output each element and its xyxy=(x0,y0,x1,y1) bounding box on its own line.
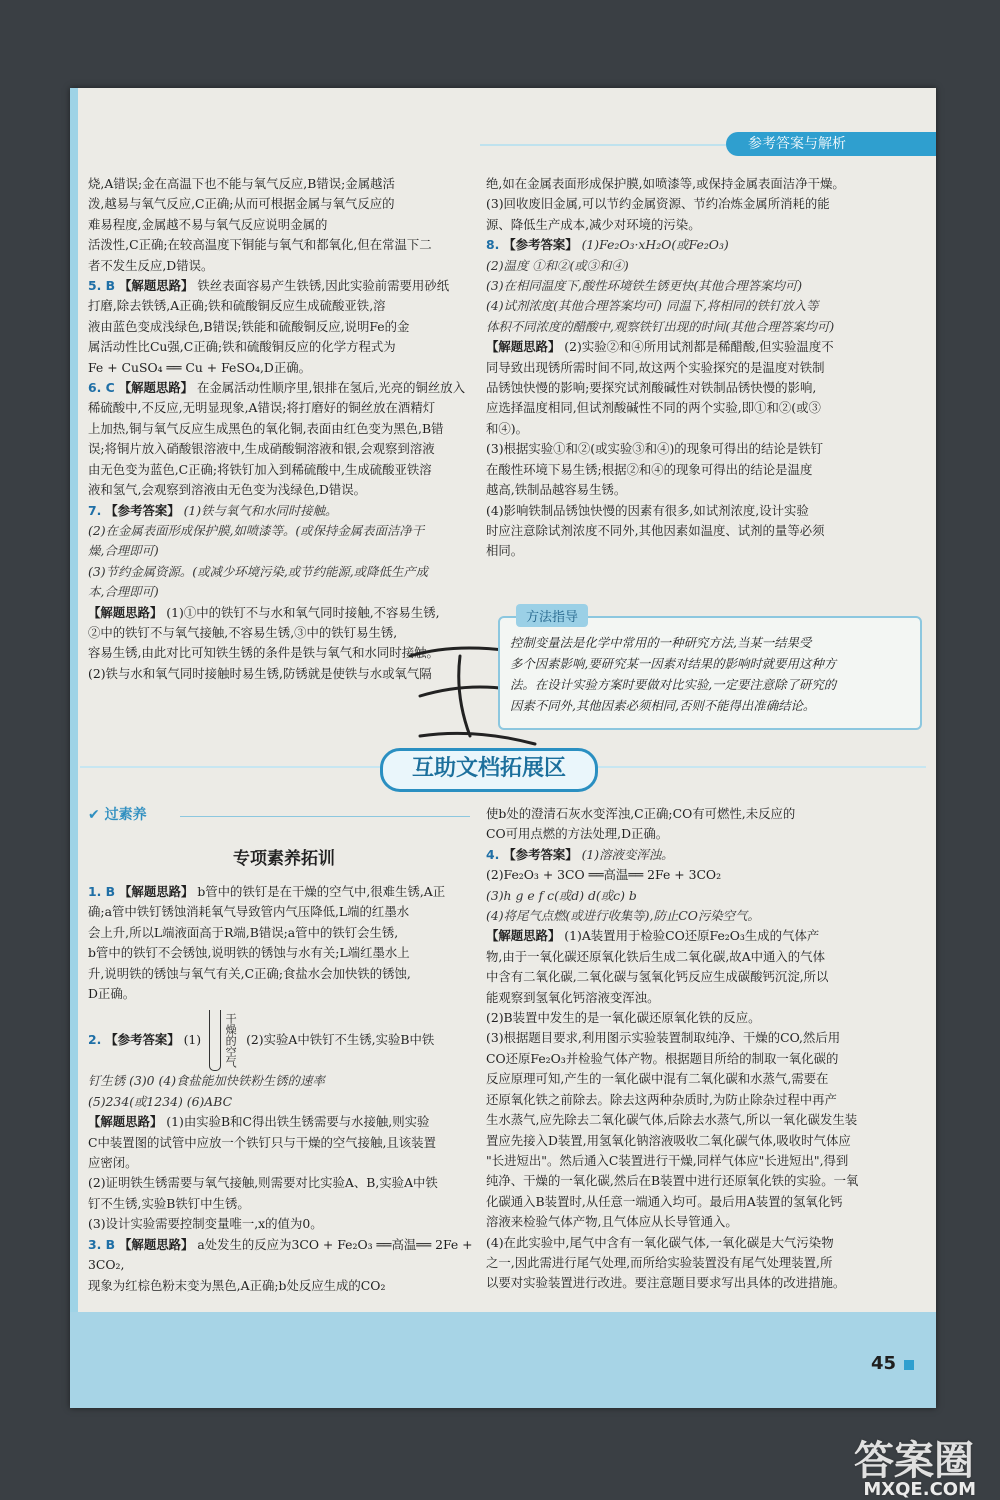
answer-text: (1)铁与氧气和水同时接触。 xyxy=(183,502,338,518)
text-line: (4)在此实验中,尾气中含有一氧化碳气体,一氧化碳是大气污染物 xyxy=(486,1234,834,1250)
analysis-tag: 【解题思路】 xyxy=(88,1114,163,1130)
text-line: 反应原理可知,产生的一氧化碳中混有二氧化碳和水蒸气,需要在 xyxy=(486,1071,829,1087)
text-line: 稀硫酸中,不反应,无明显现象,A错误;将打磨好的铜丝放在酒精灯 xyxy=(88,400,436,416)
text-line: 泼,越易与氧气反应,C正确;从而可根据金属与氧气反应的 xyxy=(88,196,395,212)
answer-tag: 【参考答案】 xyxy=(105,1032,180,1048)
text-line: ②中的铁钉不与氧气接触,不容易生锈,③中的铁钉易生锈, xyxy=(88,624,398,640)
answer-text: (1) xyxy=(183,1032,202,1048)
page-footer xyxy=(70,1312,936,1408)
right-column-bottom xyxy=(486,804,922,1294)
method-tip-box xyxy=(498,610,922,730)
section-heading xyxy=(88,804,480,824)
text-line: 越高,铁制品越容易生锈。 xyxy=(486,482,627,498)
answer-text: (2)在金属表面形成保护膜,如喷漆等。(或保持金属表面洁净干 xyxy=(88,522,425,538)
textbook-page xyxy=(70,88,936,1408)
question-number: 6. C xyxy=(88,380,115,396)
tip-text xyxy=(510,632,910,716)
answer-text: (2)实验A中铁钉不生锈,实验B中铁 xyxy=(246,1032,435,1048)
text-line: C中装置图的试管中应放一个铁钉只与干燥的空气接触,且该装置 xyxy=(88,1134,436,1150)
text-line: 法。在设计实验方案时要做对比实验,一定要注意除了研究的 xyxy=(510,677,837,692)
text-line: D正确。 xyxy=(88,986,136,1002)
check-icon: ✔ xyxy=(88,807,105,823)
text-line: 铁丝表面容易产生铁锈,因此实验前需要用砂纸 xyxy=(197,278,450,294)
text-line: 纯净、干燥的一氧化碳,然后在B装置中进行还原氧化铁的实验。一氧 xyxy=(486,1173,859,1189)
answer-text: (2)Fe₂O₃ + 3CO ══高温══ 2Fe + 3CO₂ xyxy=(486,867,722,883)
answer-tag: 【解题思路】 xyxy=(119,1236,194,1252)
answer-tag: 【参考答案】 xyxy=(503,237,578,253)
text-line: 化碳通入B装置时,从任意一端通入均可。最后用A装置的氢氧化钙 xyxy=(486,1193,843,1209)
answer-tag: 【解题思路】 xyxy=(119,278,194,294)
text-line: 者不发生反应,D错误。 xyxy=(88,257,214,273)
text-line: 液由蓝色变成浅绿色,B错误;铁能和硫酸铜反应,说明Fe的金 xyxy=(88,318,410,334)
text-line: 烧,A错误;金在高温下也不能与氧气反应,B错误;金属越活 xyxy=(88,176,395,191)
sub-title: 专项素养拓训 xyxy=(233,849,335,869)
text-line: 应密闭。 xyxy=(88,1155,138,1171)
answer-tag: 【参考答案】 xyxy=(503,846,578,862)
question-7 xyxy=(88,501,480,521)
text-line: 相同。 xyxy=(486,543,524,559)
text-line: (4)影响铁制品锈蚀快慢的因素有很多,如试剂浓度,设计实验 xyxy=(486,502,809,518)
question-5 xyxy=(88,276,480,296)
text-line: 打磨,除去铁锈,A正确;铁和硫酸铜反应生成硫酸亚铁,溶 xyxy=(88,298,386,314)
page-number-marker xyxy=(904,1360,914,1370)
page-number: 45 xyxy=(870,1353,896,1374)
text-line: a处发生的反应为3CO + Fe₂O₃ ══高温══ 2Fe + 3CO₂, xyxy=(88,1236,473,1273)
text-line: 应选择温度相同,但试剂酸碱性不同的两个实验,即①和②(或③ xyxy=(486,400,821,416)
left-column-top xyxy=(88,174,480,684)
text-line: 容易生锈,由此对比可知铁生锈的条件是铁与氧气和水同时接触。 xyxy=(88,645,439,661)
text-line: 同导致出现锈所需时间不同,故这两个实验探究的是温度对铁制 xyxy=(486,359,825,375)
text-line: (1)①中的铁钉不与水和氧气同时接触,不容易生锈, xyxy=(166,604,440,620)
answer-text: (4)将尾气点燃(或进行收集等),防止CO污染空气。 xyxy=(486,908,760,924)
question-6 xyxy=(88,378,480,398)
text-line: 在酸性环境下易生锈;根据②和④的现象可得出的结论是温度 xyxy=(486,461,813,477)
answer-text: 燥,合理即可) xyxy=(88,543,159,559)
analysis-tag: 【解题思路】 xyxy=(486,928,561,944)
text-line: 多个因素影响,要研究某一因素对结果的影响时就要用这种方 xyxy=(510,656,837,671)
text-line: (2)实验②和④所用试剂都是稀醋酸,但实验温度不 xyxy=(564,339,834,355)
answer-text: 体积不同浓度的醋酸中,观察铁钉出现的时间(其他合理答案均可) xyxy=(486,318,835,334)
text-line: b管中的铁钉是在干燥的空气中,很难生锈,A正 xyxy=(197,884,446,899)
answer-tag: 【解题思路】 xyxy=(119,884,194,899)
problem-2 xyxy=(88,1010,480,1071)
text-line: (1)由实验B和C得出铁生锈需要与水接触,则实验 xyxy=(166,1114,430,1130)
text-line: 属活动性比Cu强,C正确;铁和硫酸铜反应的化学方程式为 xyxy=(88,339,396,355)
text-line: 品锈蚀快慢的影响;要探究试剂酸碱性对铁制品锈快慢的影响, xyxy=(486,380,817,396)
answer-text: (3)在相同温度下,酸性环境铁生锈更快(其他合理答案均可) xyxy=(486,278,803,294)
section-rule xyxy=(180,816,470,817)
text-line: CO可用点燃的方法处理,D正确。 xyxy=(486,826,669,842)
text-line: Fe + CuSO₄ ══ Cu + FeSO₄,D正确。 xyxy=(88,359,312,375)
text-line: 上加热,铜与氧气反应生成黑色的氧化铜,表面由红色变为黑色,B错 xyxy=(88,420,444,436)
text-line: 由无色变为蓝色,C正确;将铁钉加入到稀硫酸中,生成硫酸亚铁溶 xyxy=(88,461,432,477)
answer-text: (1)溶液变浑浊。 xyxy=(581,846,674,862)
text-line: (2)证明铁生锈需要与氧气接触,则需要对比实验A、B,实验A中铁 xyxy=(88,1175,438,1191)
text-line: 液和氢气,会观察到溶液由无色变为浅绿色,D错误。 xyxy=(88,482,367,498)
problem-3 xyxy=(88,1235,480,1276)
text-line: (3)根据题目要求,利用图示实验装置制取纯净、干燥的CO,然后用 xyxy=(486,1030,841,1046)
text-line: 因素不同外,其他因素必须相同,否则不能得出准确结论。 xyxy=(510,698,816,713)
text-line: 活泼性,C正确;在较高温度下铜能与氧气和都氧化,但在常温下二 xyxy=(88,237,432,253)
text-line: 生水蒸气,应先除去二氧化碳气体,后除去水蒸气,所以一氧化碳发生装 xyxy=(486,1112,858,1128)
text-line: (3)根据实验①和②(或实验③和④)的现象可得出的结论是铁钉 xyxy=(486,441,823,457)
test-tube-icon xyxy=(209,1010,221,1071)
text-line: 误;将铜片放入硝酸银溶液中,生成硝酸铜溶液和银,会观察到溶液 xyxy=(88,441,435,457)
text-line: 钉不生锈,实验B铁钉中生锈。 xyxy=(88,1195,250,1211)
header-rule xyxy=(480,144,726,146)
tube-label: 干燥的空气 xyxy=(224,1013,238,1069)
analysis-tag: 【解题思路】 xyxy=(486,339,561,355)
question-number: 2. xyxy=(88,1032,102,1048)
watermark-logo: 答案圈 xyxy=(854,1438,974,1484)
text-line: 时应注意除试剂浓度不同外,其他因素如温度、试剂的量等必须 xyxy=(486,522,825,538)
section-heading-label: 过素养 xyxy=(104,807,147,823)
text-line: 以要对实验装置进行改进。要注意题目要求写出具体的改进措施。 xyxy=(486,1275,846,1291)
answer-tag: 【解题思路】 xyxy=(118,380,194,396)
answer-text: (3)h g e f c(或d) d(或c) b xyxy=(486,887,637,903)
text-line: (2)铁与水和氧气同时接触时易生锈,防锈就是使铁与水或氧气隔 xyxy=(88,665,432,681)
text-line: 物,由于一氧化碳还原氧化铁后生成二氧化碳,故A中通入的气体 xyxy=(486,948,825,964)
answer-text: (4)试剂浓度(其他合理答案均可) 同温下,将相同的铁钉放入等 xyxy=(486,298,819,314)
text-line: (3)设计实验需要控制变量唯一,x的值为0。 xyxy=(88,1216,323,1232)
text-line: (2)B装置中发生的是一氧化碳还原氧化铁的反应。 xyxy=(486,1010,761,1026)
text-line: (1)A装置用于检验CO还原Fe₂O₃生成的气体产 xyxy=(564,928,820,944)
left-column-bottom xyxy=(88,882,480,1296)
question-8 xyxy=(486,235,922,255)
text-line: 确;a管中铁钉锈蚀消耗氧气导致管内气压降低,L端的红墨水 xyxy=(88,904,410,920)
text-line: 控制变量法是化学中常用的一种研究方法,当某一结果受 xyxy=(510,635,812,650)
answer-text: (2)温度 ①和②(或③和④) xyxy=(486,257,629,273)
text-line: 在金属活动性顺序里,银排在氢后,光亮的铜丝放入 xyxy=(197,380,466,396)
text-line: 溶液来检验气体产物,且气体应从长导管通入。 xyxy=(486,1214,738,1230)
question-number: 7. xyxy=(88,502,102,518)
text-line: 还原氧化铁之前除去。除去这两种杂质时,为防止除杂过程中再产 xyxy=(486,1091,837,1107)
watermark-url: MXQE.COM xyxy=(863,1479,976,1500)
text-line: 难易程度,金属越不易与氧气反应说明金属的 xyxy=(88,216,328,232)
text-line: 中含有二氧化碳,二氧化碳与氢氧化钙反应生成碳酸钙沉淀,所以 xyxy=(486,969,829,985)
right-column-top xyxy=(486,174,922,562)
tip-title: 方法指导 xyxy=(516,604,588,627)
text-line: 之一,因此需进行尾气处理,而所给实验装置没有尾气处理装置,所 xyxy=(486,1254,833,1270)
text-line: 会上升,所以L端液面高于R端,B错误;a管中的铁钉会生锈, xyxy=(88,924,399,940)
problem-1 xyxy=(88,882,480,902)
text-line: (3)回收废旧金属,可以节约金属资源、节约冶炼金属所消耗的能 xyxy=(486,196,830,212)
answer-tag: 【参考答案】 xyxy=(105,502,180,518)
answer-text: (1)Fe₂O₃·xH₂O(或Fe₂O₃) xyxy=(581,237,729,253)
header-tab: 参考答案与解析 xyxy=(726,132,936,156)
text-line: "长进短出"。然后通入C装置进行干燥,同样气体应"长进短出",得到 xyxy=(486,1152,849,1168)
question-number: 4. xyxy=(486,846,500,862)
page-edge xyxy=(70,88,78,1408)
answer-text: 本,合理即可) xyxy=(88,584,159,600)
problem-4 xyxy=(486,845,922,865)
answer-text: (5)234(或1234) (6)ABC xyxy=(88,1093,233,1109)
text-line: 和④)。 xyxy=(486,420,529,436)
text-line: 现象为红棕色粉末变为黑色,A正确;b处反应生成的CO₂ xyxy=(88,1277,386,1293)
text-line: 源、降低生产成本,减少对环境的污染。 xyxy=(486,216,701,232)
question-number: 3. B xyxy=(88,1236,116,1252)
text-line: 使b处的澄清石灰水变浑浊,C正确;CO有可燃性,未反应的 xyxy=(486,806,796,821)
text-line: 置应先接入D装置,用氢氧化钠溶液吸收二氧化碳气体,吸收时气体应 xyxy=(486,1132,851,1148)
question-number: 5. B xyxy=(88,278,116,294)
answer-text: 钉生锈 (3)0 (4)食盐能加快铁粉生锈的速率 xyxy=(88,1073,325,1089)
question-number: 8. xyxy=(486,237,500,253)
text-line: CO还原Fe₂O₃并检验气体产物。根据题目所给的制取一氧化碳的 xyxy=(486,1050,839,1066)
question-number: 1. B xyxy=(88,884,116,899)
answer-text: (3)节约金属资源。(或减少环境污染,或节约能源,或降低生产成 xyxy=(88,563,429,579)
text-line: b管中的铁钉不会锈蚀,说明铁的锈蚀与水有关;L端红墨水上 xyxy=(88,945,410,961)
text-line: 绝,如在金属表面形成保护膜,如喷漆等,或保持金属表面洁净干燥。 xyxy=(486,176,845,191)
analysis-tag: 【解题思路】 xyxy=(88,604,163,620)
section-banner: 互助文档拓展区 xyxy=(380,748,598,792)
text-line: 能观察到氢氧化钙溶液变浑浊。 xyxy=(486,989,660,1005)
text-line: 升,说明铁的锈蚀与氧气有关,C正确;食盐水会加快铁的锈蚀, xyxy=(88,965,411,981)
